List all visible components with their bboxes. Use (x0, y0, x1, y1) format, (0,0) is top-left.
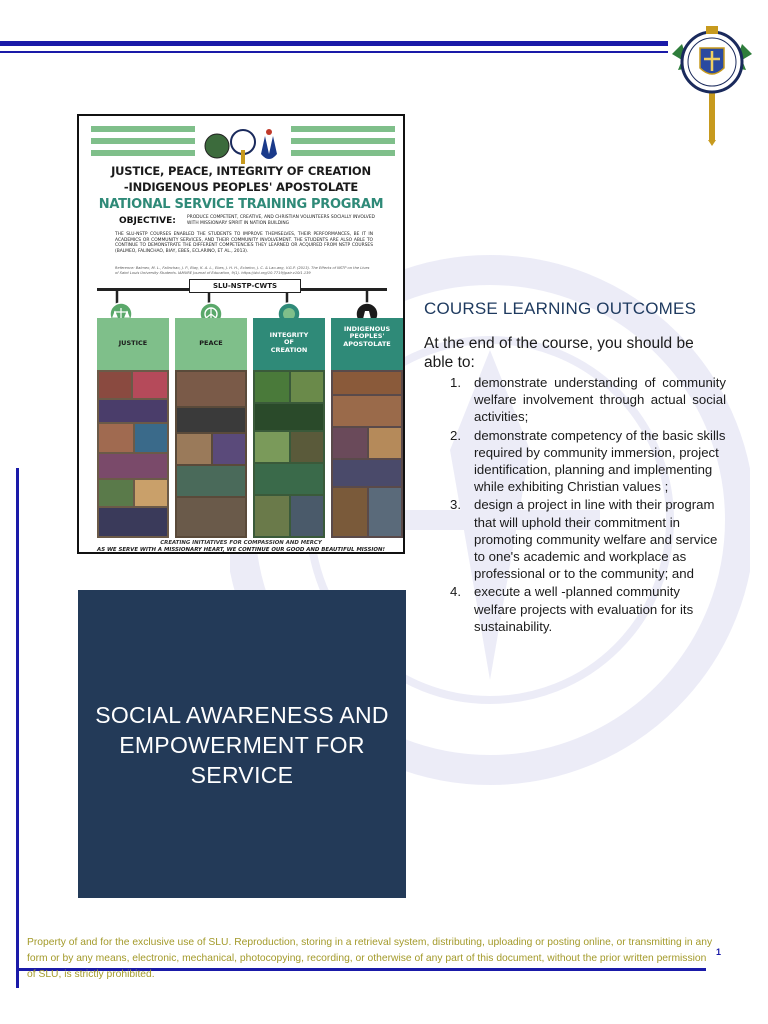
poster-branch-label: SLU-NSTP-CWTS (189, 279, 301, 293)
poster-objective-text: PRODUCE COMPETENT, CREATIVE, AND CHRISTIAN VOLUNTEERS SOCIALLY INVOLVED WITH MISSIONARY SPIRIT IN NATION BUILDING (187, 215, 375, 226)
copyright-notice: Property of and for the exclusive use of SLU. Reproduction, storing in a retrieval system, distributing, uploading or posting online, or transmitting in any form or by any means, electronic, mechanical, photocopying, recording, or otherwise of any part of this document, without the prior written permission of SLU, is strictly prohibited. (27, 937, 713, 980)
poster-title-line2: -INDIGENOUS PEOPLES' APOSTOLATE (123, 180, 359, 194)
left-rule (16, 468, 19, 988)
poster-logos-icon (203, 124, 283, 166)
page-number: 1 (716, 947, 722, 957)
poster-stripe (91, 150, 195, 156)
outcome-number: 2. (450, 427, 461, 443)
outcome-item (424, 374, 726, 426)
pillar-indigenous-label: INDIGENOUS PEOPLES' APOSTOLATE (343, 325, 391, 348)
outcome-item (424, 583, 726, 635)
outcome-item (424, 496, 726, 582)
poster-objective-label: OBJECTIVE: (119, 216, 176, 226)
poster-program: NATIONAL SERVICE TRAINING PROGRAM (98, 197, 384, 212)
poster-stripe (91, 138, 195, 144)
pillar-indigenous (331, 318, 403, 538)
top-rule (0, 41, 668, 46)
outcome-item (424, 427, 726, 496)
pillar-indigenous-photos (331, 370, 403, 538)
poster-reference: Reference: Balmeo, M. L., Falinchao, J. P., Biay, K. A. L., Ebes, J. H. H., Eclarino, J. C. & Lao-ang, V.G.P. (2013). The Effects of NSTP on the Lives of Saint Louis University Students. IAMURE Journal of Education, 9(1). https://doi.org/10.7719/jpair.v10i1.139 (115, 266, 370, 275)
poster-stripe (91, 126, 195, 132)
university-seal-icon (672, 24, 752, 146)
poster-footer-line2: AS WE SERVE WITH A MISSIONARY HEART, WE CONTINUE OUR GOOD AND BEAUTIFUL MISSION! (97, 547, 385, 553)
pillar-integrity-photos (253, 370, 325, 538)
poster-body-text: THE SLU-NSTP COURSES ENABLED THE STUDENTS TO IMPROVE THEMSELVES, THEIR PERFORMANCES, BE IT IN ACADEMICS OR COMMUNITY SERVICES, AND THEIR COMMUNITY INVOLVEMENT. THE STUDENTS ARE ALSO ABLE TO CONTINUE TO DEMONSTRATE THE DIFFERENT COMPETENCIES THEY LEARNED OR ACQUIRED FROM NSTP COURSES (BALMEO, FALINCHAO, BIAY, EBES, ECLARINO, ET AL., 2013). (115, 232, 373, 255)
outcomes-heading: COURSE LEARNING OUTCOMES (424, 299, 697, 318)
pillar-peace (175, 318, 247, 538)
outcome-text: demonstrate understanding of community welfare involvement through actual social activities; (474, 375, 726, 425)
nstp-poster (77, 114, 405, 554)
pillar-justice-photos (97, 370, 169, 538)
pillar-integrity (253, 318, 325, 538)
outcome-number: 1. (450, 375, 461, 390)
poster-stripe (291, 126, 395, 132)
pillar-integrity-label: INTEGRITY OF CREATION (269, 331, 309, 354)
poster-stripe (291, 150, 395, 156)
poster-stripe (291, 138, 395, 144)
pillar-justice (97, 318, 169, 538)
outcome-number: 3. (450, 497, 461, 513)
outcome-text: demonstrate competency of the basic skills required by community immersion, project identification, planning and implementing while exhibiting Christian values ; (474, 427, 726, 495)
outcomes-list (424, 374, 726, 635)
poster-title-line1: JUSTICE, PEACE, INTEGRITY OF CREATION (111, 164, 371, 178)
course-title-panel (78, 590, 406, 898)
outcomes-intro: At the end of the course, you should be able to: (424, 335, 694, 371)
pillar-peace-label: PEACE (199, 339, 223, 347)
outcome-number: 4. (450, 584, 461, 600)
poster-footer-line1: CREATING INITIATIVES FOR COMPASSION AND MERCY (160, 540, 322, 546)
pillar-peace-photos (175, 370, 247, 538)
outcome-text: design a project in line with their program that will uphold their commitment in promoting community welfare and service to one's academic and workplace as professional or to the community; and (474, 497, 718, 582)
outcome-text: execute a well -planned community welfare projects with evaluation for its sustainability. (474, 584, 694, 634)
pillar-justice-label: JUSTICE (118, 339, 148, 347)
top-rule-thin (0, 51, 668, 53)
course-title: SOCIAL AWARENESS AND EMPOWERMENT FOR SERVICE (95, 702, 389, 788)
